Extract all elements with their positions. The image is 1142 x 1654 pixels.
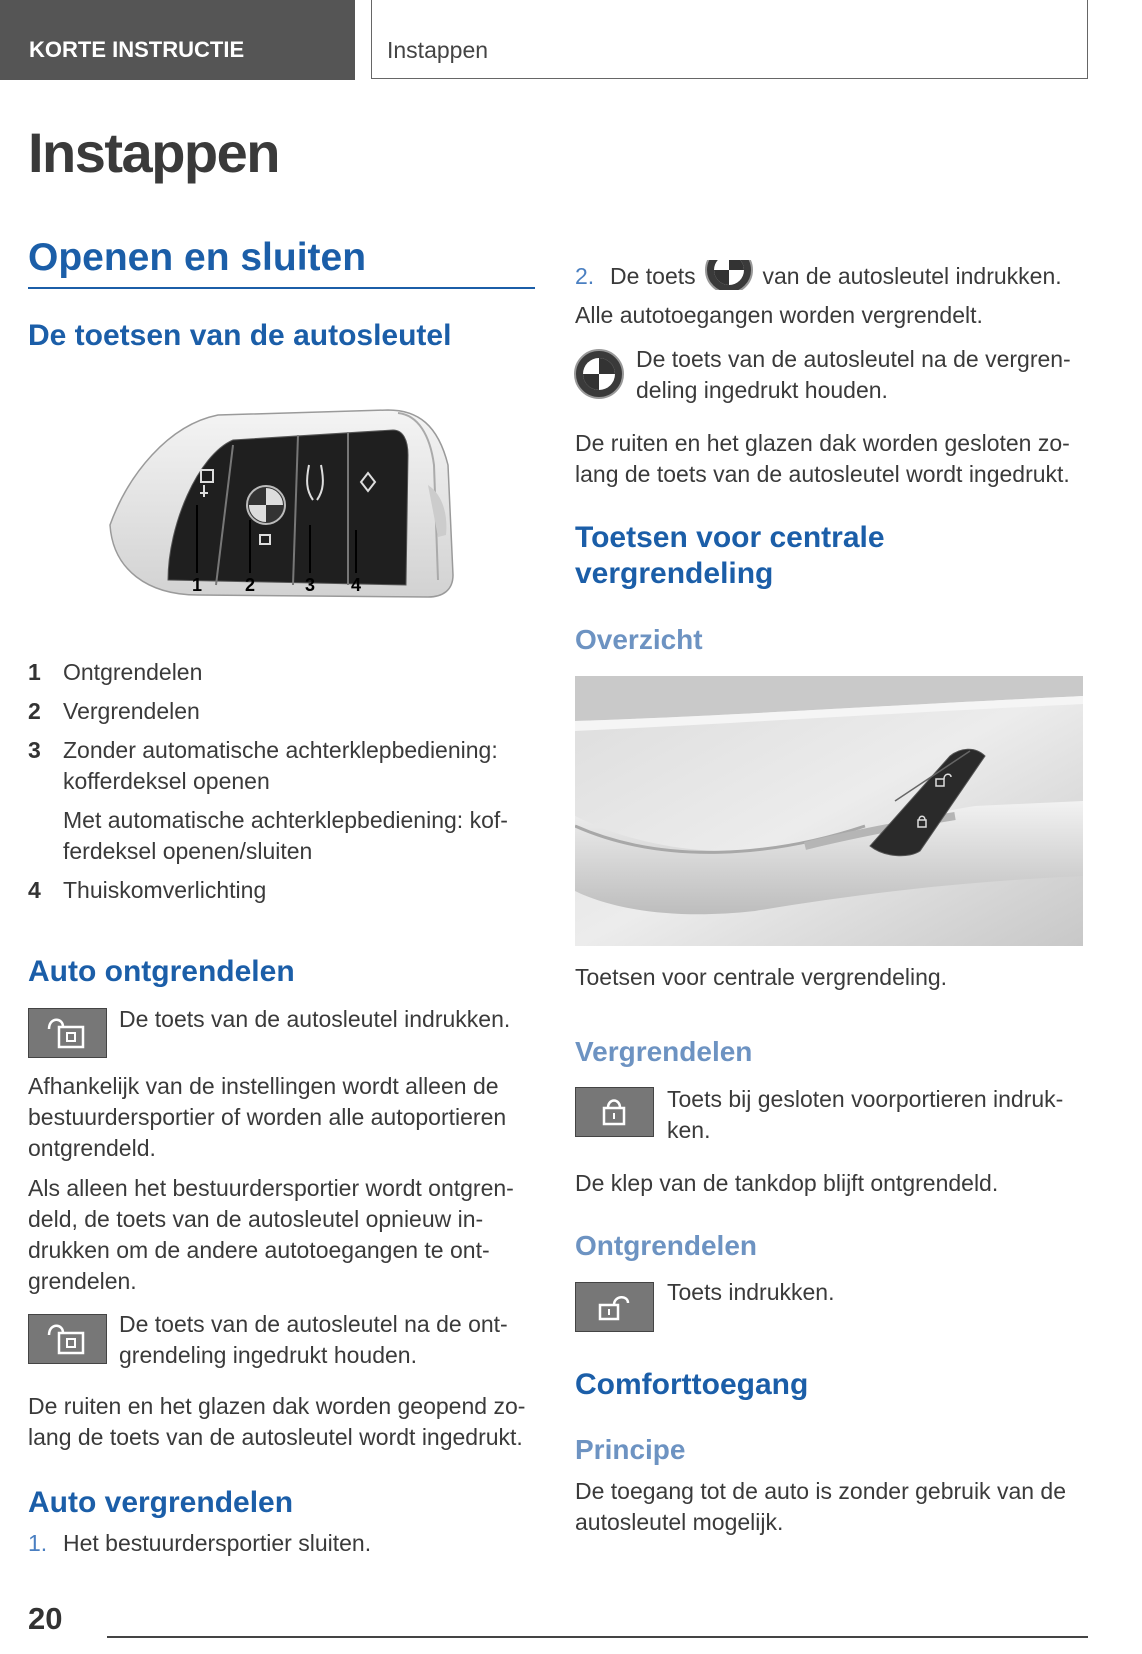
- callout-4: 4: [350, 575, 362, 595]
- unlock-paragraph-3: De ruiten en het glazen dak worden geopend zo- lang de toets van de autosleutel wordt ingedrukt.: [28, 1393, 526, 1450]
- lock-icon: [576, 1088, 652, 1135]
- bmw-key-icon: [573, 348, 625, 400]
- chapter-header: Instappen: [371, 0, 1088, 79]
- callout-1: 1: [191, 575, 203, 595]
- key-fob-illustration: [108, 405, 458, 635]
- heading-overview: Overzicht: [575, 624, 703, 655]
- lock-paragraph: De ruiten en het glazen dak worden gesloten zo- lang de toets van de autosleutel wordt ingedrukt.: [575, 430, 1070, 487]
- unlock-button-text: Toets indrukken.: [667, 1279, 835, 1305]
- page-title: Instappen: [28, 121, 279, 184]
- lock-step-2: 2. De toets van de autosleutel indrukken.: [575, 260, 1095, 292]
- unlock-paragraph-1: Afhankelijk van de instellingen wordt alleen de bestuurdersportier of worden alle autoportieren ontgrendeld.: [28, 1073, 507, 1161]
- unlock-icon: [29, 1009, 105, 1056]
- page-number: 20: [28, 1601, 63, 1636]
- unlock-press-text: De toets van de autosleutel indrukken.: [119, 1006, 511, 1032]
- heading-key-buttons: De toetsen van de autosleutel: [28, 319, 452, 352]
- callout-2: 2: [244, 575, 256, 595]
- unlock-button-symbol: [28, 1314, 107, 1364]
- legend-item: 2 Vergrendelen: [28, 698, 200, 724]
- principe-text: De toegang tot de auto is zonder gebruik van de autosleutel mogelijk.: [575, 1478, 1067, 1535]
- bmw-logo-icon: [247, 486, 285, 524]
- photo-caption: Toetsen voor centrale vergrendeling.: [575, 964, 948, 990]
- unlock-button-symbol: [28, 1008, 107, 1058]
- lock-button-text: Toets bij gesloten voorportieren indruk- ken.: [667, 1086, 1064, 1143]
- legend-item: 1 Ontgrendelen: [28, 659, 203, 685]
- central-locking-photo: [575, 676, 1083, 946]
- unlock-icon: [576, 1283, 652, 1330]
- section-tab: KORTE INSTRUCTIE: [0, 0, 355, 80]
- heading-principe: Principe: [575, 1434, 686, 1465]
- heading-unlock: Auto ontgrendelen: [28, 955, 295, 988]
- unlock-paragraph-2: Als alleen het bestuurdersportier wordt ontgren- deld, de toets van de autosleutel opnieuw in- drukken om de andere autotoegangen te ont- grendelen.: [28, 1175, 514, 1294]
- legend-item: 4 Thuiskomverlichting: [28, 877, 267, 903]
- unlock-icon: [29, 1315, 105, 1362]
- lock-step-1: 1. Het bestuurdersportier sluiten.: [28, 1530, 372, 1556]
- callout-3: 3: [304, 575, 316, 595]
- fuel-flap-text: De klep van de tankdop blijft ontgrendeld.: [575, 1170, 999, 1196]
- heading-central-locking: Toetsen voor centrale vergrendeling: [575, 521, 885, 590]
- bmw-key-icon: [702, 260, 756, 290]
- heading-lock: Auto vergrendelen: [28, 1486, 294, 1519]
- heading-rule: [28, 287, 535, 289]
- unlock-hold-text: De toets van de autosleutel na de ont- grendeling ingedrukt houden.: [119, 1311, 508, 1368]
- heading-ontgrendelen: Ontgrendelen: [575, 1230, 758, 1261]
- lock-button-symbol: [575, 1087, 654, 1137]
- lock-hold-text: De toets van de autosleutel na de vergren- deling ingedrukt houden.: [636, 346, 1071, 403]
- lock-step-2-result: Alle autotoegangen worden vergrendelt.: [575, 302, 983, 328]
- heading-open-close: Openen en sluiten: [28, 236, 367, 279]
- unlock-button-symbol: [575, 1282, 654, 1332]
- heading-comfort-access: Comforttoegang: [575, 1368, 809, 1401]
- footer-rule: [107, 1636, 1088, 1638]
- legend-list: [28, 657, 538, 906]
- legend-item: 3 Zonder automatische achterklepbediening: kofferdeksel openen Met automatische achterklepbediening: kof- ferdeksel openen/sluiten: [28, 737, 508, 864]
- heading-vergrendelen: Vergrendelen: [575, 1036, 753, 1067]
